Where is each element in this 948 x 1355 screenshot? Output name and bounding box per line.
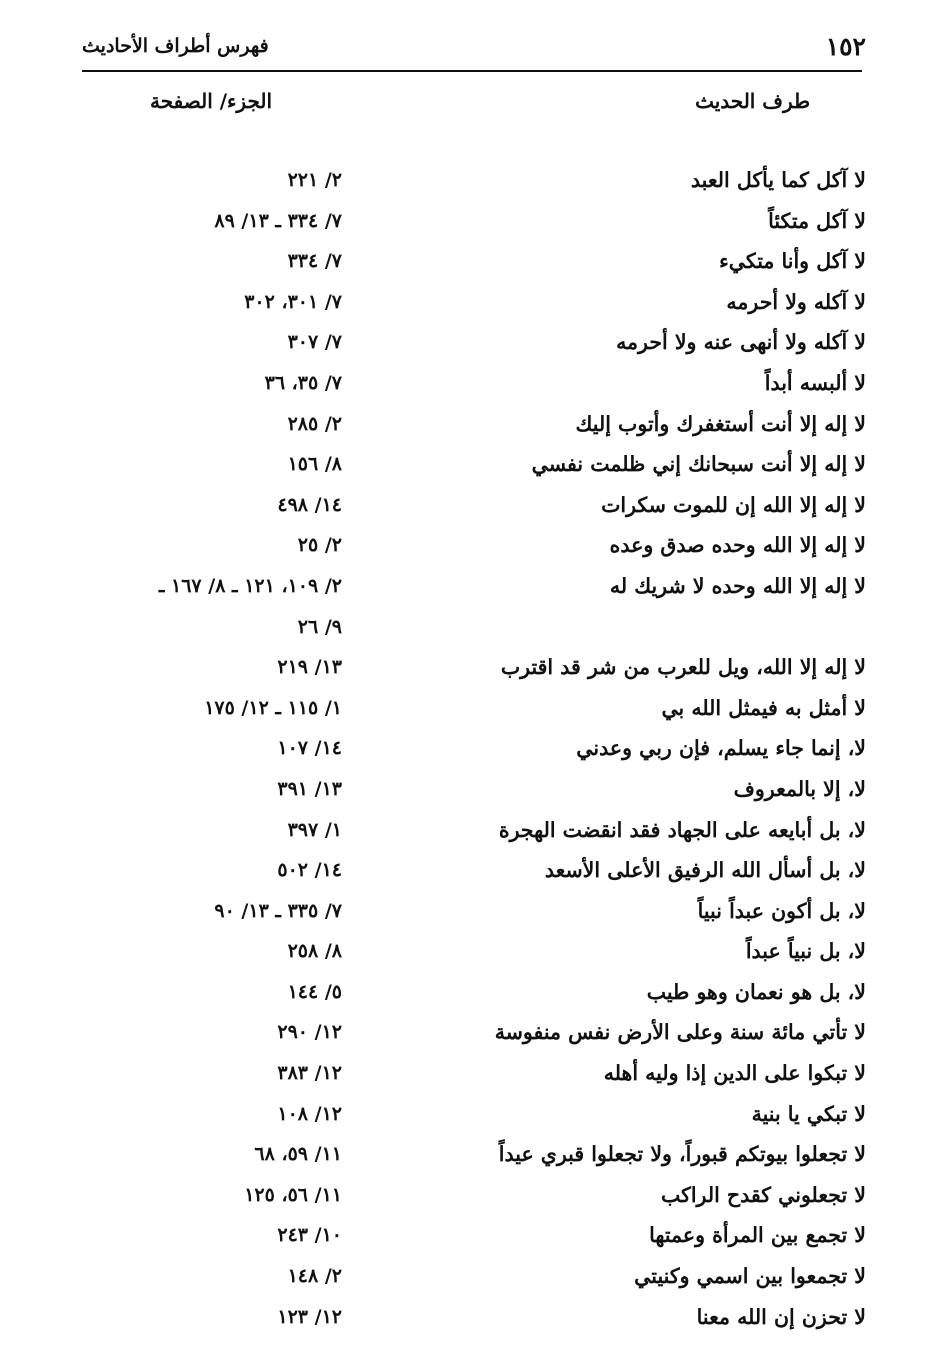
index-entry — [0, 160, 948, 201]
index-entry — [0, 850, 948, 891]
volume-page-ref: ١٢/ ١٠٨ — [277, 1102, 342, 1125]
volume-page-ref: ٨/ ١٥٦ — [287, 453, 342, 476]
volume-page-ref: ٢/ ٢٥ — [297, 534, 342, 557]
column-headers — [150, 82, 810, 120]
index-entry — [0, 972, 948, 1013]
index-entry — [0, 241, 948, 282]
volume-page-ref: ٧/ ٣٣٤ — [287, 250, 342, 273]
index-entry — [0, 1094, 948, 1135]
hadith-text: لا إله إلا الله إن للموت سكرات — [601, 492, 866, 517]
index-entry — [0, 444, 948, 485]
volume-page-ref: ٢/ ٢٨٥ — [287, 412, 342, 435]
volume-page-ref: ٧/ ٣٠٧ — [287, 331, 342, 354]
index-entry — [0, 525, 948, 566]
header-rule — [82, 70, 862, 72]
volume-page-ref: ١/ ١١٥ ـ ١٢/ ١٧٥ — [204, 696, 342, 719]
hadith-text: لا تجمع بين المرأة وعمتها — [649, 1223, 866, 1248]
hadith-text: لا آكله ولا أنهى عنه ولا أحرمه — [616, 330, 866, 355]
hadith-text: لا تحزن إن الله معنا — [696, 1304, 866, 1329]
index-entry — [0, 728, 948, 769]
hadith-text: لا، بل أسأل الله الرفيق الأعلى الأسعد — [544, 858, 866, 883]
volume-page-ref: ٢/ ١٠٩، ١٢١ ـ ٨/ ١٦٧ ـ — [158, 574, 342, 597]
volume-page-ref: ٩/ ٢٦ — [297, 615, 342, 638]
index-entry — [0, 322, 948, 363]
hadith-text: لا، إلا بالمعروف — [733, 776, 866, 801]
volume-page-ref: ١٣/ ٣٩١ — [277, 777, 342, 800]
index-entry — [0, 1134, 948, 1175]
hadith-text: لا ألبسه أبداً — [764, 370, 866, 395]
volume-page-ref: ١٢/ ٢٩٠ — [277, 1021, 342, 1044]
volume-page-ref: ٥/ ١٤٤ — [287, 980, 342, 1003]
hadith-text: لا أمثل به فيمثل الله بي — [661, 695, 866, 720]
hadith-text: لا، بل نبياً عبداً — [745, 939, 866, 964]
hadith-text: لا آكل متكئاً — [768, 208, 866, 233]
volume-page-ref: ١٤/ ١٠٧ — [277, 737, 342, 760]
volume-page-ref: ٧/ ٣٥، ٣٦ — [264, 371, 342, 394]
hadith-text: لا إله إلا الله وحده صدق وعده — [609, 533, 866, 558]
index-entry — [0, 485, 948, 526]
hadith-index-list — [0, 160, 948, 1337]
page-number: ١٥٢ — [825, 31, 866, 61]
index-entry — [0, 404, 948, 445]
running-head — [82, 26, 866, 66]
hadith-column-header: طرف الحديث — [695, 89, 810, 113]
index-entry — [0, 282, 948, 323]
volume-page-ref: ١٣/ ٢١٩ — [277, 656, 342, 679]
hadith-text: لا آكل كما يأكل العبد — [690, 168, 866, 192]
volume-page-ref: ٨/ ٢٥٨ — [287, 940, 342, 963]
volume-page-ref: ١٢/ ٣٨٣ — [277, 1062, 342, 1085]
running-title: فهرس أطراف الأحاديث — [82, 35, 269, 57]
volume-page-ref: ٧/ ٣٣٥ ـ ١٣/ ٩٠ — [214, 899, 342, 922]
hadith-text: لا إله إلا أنت سبحانك إني ظلمت نفسي — [531, 452, 866, 477]
hadith-text: لا تجعلوا بيوتكم قبوراً، ولا تجعلوا قبري عيداً — [498, 1142, 866, 1167]
index-entry — [0, 769, 948, 810]
index-entry — [0, 931, 948, 972]
volume-page-ref: ١١/ ٥٦، ١٢٥ — [244, 1183, 342, 1206]
hadith-text: لا تأتي مائة سنة وعلى الأرض نفس منفوسة — [494, 1020, 866, 1045]
hadith-text: لا آكل وأنا متكيء — [719, 249, 866, 274]
hadith-text: لا تبكي يا بنية — [751, 1101, 866, 1126]
volume-page-ref: ١٢/ ١٢٣ — [277, 1305, 342, 1328]
hadith-text: لا، بل أبايعه على الجهاد فقد انقضت الهجرة — [498, 817, 866, 842]
index-entry-continuation — [0, 607, 948, 648]
hadith-text: لا تبكوا على الدين إذا وليه أهله — [603, 1061, 866, 1086]
index-entry — [0, 647, 948, 688]
index-entry — [0, 1175, 948, 1216]
index-entry — [0, 566, 948, 607]
volume-page-column-header: الجزء/ الصفحة — [150, 89, 273, 113]
hadith-text: لا إله إلا الله، ويل للعرب من شر قد اقترب — [500, 655, 866, 680]
index-entry — [0, 1012, 948, 1053]
hadith-text: لا، إنما جاء يسلم، فإن ربي وعدني — [576, 736, 866, 761]
hadith-text: لا آكله ولا أحرمه — [726, 289, 866, 314]
volume-page-ref: ٢/ ٢٢١ — [287, 169, 342, 191]
index-entry — [0, 688, 948, 729]
index-entry — [0, 1297, 948, 1338]
volume-page-ref: ١٠/ ٢٤٣ — [277, 1224, 342, 1247]
hadith-text: لا، بل أكون عبداً نبياً — [697, 898, 866, 923]
volume-page-ref: ٧/ ٣٠١، ٣٠٢ — [244, 290, 342, 313]
index-entry — [0, 1256, 948, 1297]
index-entry — [0, 1215, 948, 1256]
hadith-text: لا، بل هو نعمان وهو طيب — [646, 979, 866, 1004]
index-entry — [0, 363, 948, 404]
volume-page-ref: ٧/ ٣٣٤ ـ ١٣/ ٨٩ — [214, 209, 342, 232]
index-entry — [0, 810, 948, 851]
hadith-text: لا إله إلا الله وحده لا شريك له — [609, 573, 866, 598]
index-entry — [0, 891, 948, 932]
volume-page-ref: ١١/ ٥٩، ٦٨ — [254, 1143, 342, 1166]
volume-page-ref: ٢/ ١٤٨ — [287, 1265, 342, 1288]
hadith-text: لا إله إلا أنت أستغفرك وأتوب إليك — [575, 411, 866, 436]
index-entry — [0, 1053, 948, 1094]
volume-page-ref: ١/ ٣٩٧ — [287, 818, 342, 841]
volume-page-ref: ١٤/ ٤٩٨ — [277, 493, 342, 516]
hadith-text: لا تجعلوني كقدح الراكب — [660, 1182, 866, 1207]
hadith-text: لا تجمعوا بين اسمي وكنيتي — [634, 1264, 866, 1289]
index-entry — [0, 201, 948, 242]
volume-page-ref: ١٤/ ٥٠٢ — [277, 859, 342, 882]
